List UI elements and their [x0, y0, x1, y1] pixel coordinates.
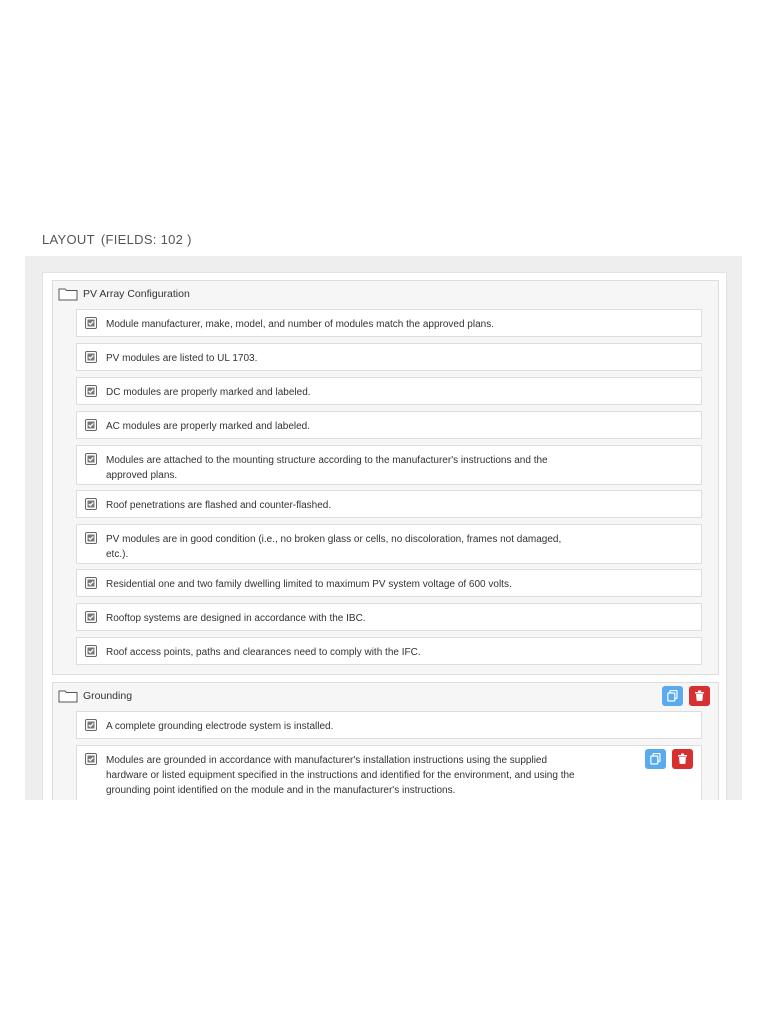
checklist-item[interactable]: [76, 411, 702, 439]
checklist-item-label: PV modules are in good condition (i.e., no broken glass or cells, no discoloration, frames not damaged, etc.).: [106, 534, 562, 560]
checkbox-checked-icon[interactable]: [85, 753, 97, 765]
checklist-item-label: A complete grounding electrode system is installed.: [106, 721, 334, 732]
layout-title: [42, 232, 192, 247]
checklist-item[interactable]: [76, 524, 702, 564]
checkbox-checked-icon[interactable]: [85, 532, 97, 544]
checklist-item-label: Module manufacturer, make, model, and number of modules match the approved plans.: [106, 319, 494, 330]
folder-icon: [58, 287, 78, 301]
section-header: [53, 683, 718, 709]
trash-icon: [677, 753, 688, 765]
layout-title-label: LAYOUT: [42, 232, 95, 247]
checklist-item[interactable]: [76, 445, 702, 485]
section-grounding[interactable]: [52, 682, 719, 800]
checklist-item[interactable]: [76, 569, 702, 597]
checklist-item-label: PV modules are listed to UL 1703.: [106, 353, 258, 364]
checklist-item[interactable]: [76, 711, 702, 739]
checklist-item[interactable]: [76, 637, 702, 665]
section-title: Grounding: [83, 690, 133, 702]
folder-icon: [58, 689, 78, 703]
trash-icon: [694, 690, 705, 702]
checklist-item-label: Residential one and two family dwelling limited to maximum PV system voltage of 600 volts.: [106, 579, 512, 590]
checkbox-checked-icon[interactable]: [85, 498, 97, 510]
checklist-item-label: Modules are grounded in accordance with manufacturer's installation instructions using the supplied hardware or listed equipment specified in the instructions and identified for the environment, and using the grounding point identified on the module and in the manufacturer's instructions.: [106, 755, 575, 796]
section-title: PV Array Configuration: [83, 288, 190, 300]
checklist-item[interactable]: [76, 603, 702, 631]
fields-count: (FIELDS: 102 ): [100, 232, 192, 247]
layout-container: [25, 256, 742, 800]
delete-item-button[interactable]: [672, 749, 693, 769]
checkbox-checked-icon[interactable]: [85, 719, 97, 731]
copy-icon: [667, 690, 678, 702]
checklist-item-label: Modules are attached to the mounting structure according to the manufacturer's instructions and the approved plans.: [106, 455, 548, 481]
checkbox-checked-icon[interactable]: [85, 453, 97, 465]
checklist-item[interactable]: [76, 490, 702, 518]
delete-section-button[interactable]: [689, 686, 710, 706]
checklist-item[interactable]: [76, 309, 702, 337]
checkbox-checked-icon[interactable]: [85, 645, 97, 657]
checklist-item[interactable]: [76, 343, 702, 371]
checklist-item[interactable]: [76, 377, 702, 405]
checkbox-checked-icon[interactable]: [85, 611, 97, 623]
checkbox-checked-icon[interactable]: [85, 351, 97, 363]
copy-section-button[interactable]: [662, 686, 683, 706]
checklist-item[interactable]: [76, 745, 702, 800]
checkbox-checked-icon[interactable]: [85, 317, 97, 329]
checkbox-checked-icon[interactable]: [85, 419, 97, 431]
section-header: [53, 281, 718, 307]
copy-item-button[interactable]: [645, 749, 666, 769]
form-canvas: [42, 272, 727, 800]
checkbox-checked-icon[interactable]: [85, 385, 97, 397]
copy-icon: [650, 753, 661, 765]
checkbox-checked-icon[interactable]: [85, 577, 97, 589]
checklist-item-label: AC modules are properly marked and labeled.: [106, 421, 310, 432]
checklist-item-label: DC modules are properly marked and labeled.: [106, 387, 311, 398]
section-pv-array-configuration[interactable]: [52, 280, 719, 675]
checklist-item-label: Roof penetrations are flashed and counter-flashed.: [106, 500, 332, 511]
checklist-item-label: Roof access points, paths and clearances need to comply with the IFC.: [106, 647, 421, 658]
checklist-item-label: Rooftop systems are designed in accordance with the IBC.: [106, 613, 366, 624]
